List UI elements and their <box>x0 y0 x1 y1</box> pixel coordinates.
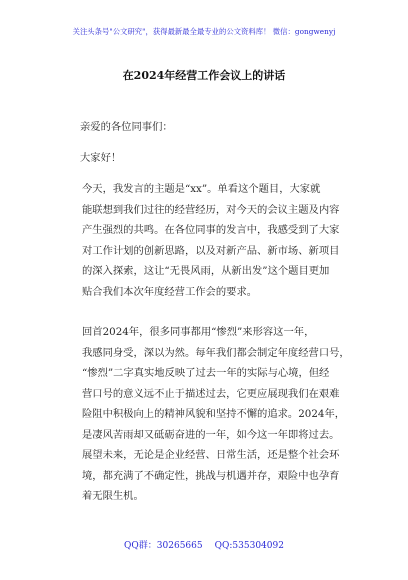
paragraph-1-line: 产生强烈的共鸣。在各位同事的发言中，我感受到了大家 <box>82 224 340 236</box>
paragraph-1-line: 今天，我发言的主题是“xx”。单看这个题目，大家就 <box>82 183 321 195</box>
footer-contact <box>0 538 408 551</box>
greeting: 大家好！ <box>80 152 122 164</box>
paragraph-1 <box>80 179 340 302</box>
paragraph-2-line: 着无限生机。 <box>82 490 144 502</box>
paragraph-2-line: 我感同身受，深以为然。每年我们都会制定年度经营口号， <box>82 346 350 359</box>
paragraph-1-line: 贴合我们本次年度经营工作会的要求。 <box>82 285 258 298</box>
document-title: 在2024年经营工作会议上的讲话 <box>122 69 286 82</box>
paragraph-2-line: 展望未来，无论是企业经营、日常生活，还是整个社会环 <box>82 449 340 461</box>
paragraph-2-line: “惨烈”二字真实地反映了过去一年的实际与心境，但经 <box>82 367 330 379</box>
qq-group-text: QQ群：30265665 <box>124 541 203 551</box>
header-banner: 关注头条号"公文研究"，获得最新最全最专业的公文资料库！ 微信：gongwenyj <box>72 27 336 36</box>
paragraph-1-line: 能联想到我们过往的经营经历，对今天的会议主题及内容 <box>82 203 340 216</box>
paragraph-2-line: 境，都充满了不确定性，挑战与机遇并存，艰险中也孕育 <box>82 469 340 482</box>
paragraph-2 <box>80 322 350 507</box>
paragraph-2-line: 险阻中积极向上的精神风貌和坚持不懈的追求。2024年， <box>82 408 346 420</box>
qq-number-text: QQ:535304092 <box>214 541 284 551</box>
paragraph-2-line: 回首2024年，很多同事都用“惨烈”来形容这一年， <box>82 326 315 338</box>
salutation: 亲爱的各位同事们： <box>80 121 173 133</box>
paragraph-1-line: 的深入探索，这让“无畏风雨，从新出发”这个题目更加 <box>82 265 330 277</box>
paragraph-2-line: 是凄风苦雨却又砥砺奋进的一年，如今这一年即将过去。 <box>82 428 340 441</box>
paragraph-2-line: 营口号的意义远不止于描述过去，它更应展现我们在艰难 <box>82 387 340 400</box>
paragraph-1-line: 对工作计划的创新思路，以及对新产品、新市场、新项目 <box>82 244 340 257</box>
